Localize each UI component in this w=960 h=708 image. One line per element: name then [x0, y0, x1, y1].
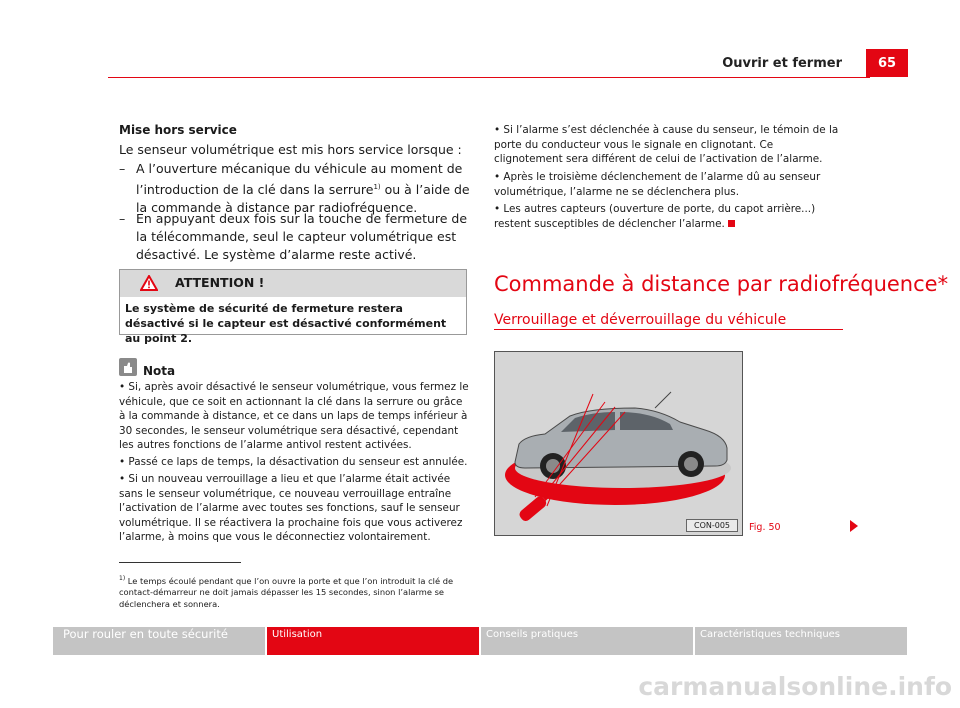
figure-car-remote [494, 351, 743, 536]
section-title: Mise hors service [119, 123, 237, 137]
footnote: $^{1)}$ Le temps écoulé pendant que l’on ouvre la porte et que l’on introduit la clé de contact-démarreur ne doit jamais dépasser les 15 secondes, sinon l’alarme se déclenchera et sonnera. [119, 575, 454, 609]
subsection-heading: Verrouillage et déverrouillage du véhicule [494, 312, 787, 328]
right-paragraph-2: • Après le troisième déclenchement de l’alarme dû au senseur volumétrique, l’alarme ne se déclenchera plus. [494, 171, 821, 198]
right-paragraph-1: • Si l’alarme s’est déclenchée à cause du senseur, le témoin de la porte du conducteur vous le signale en clignotant. Ce clignotement sera différent de celui de l’activation de l’alarme. [494, 124, 839, 166]
dash-item-text: En appuyant deux fois sur la touche de fermeture de la télécommande, seul le capteur volumétrique est désactivé. Le système d’alarme reste activé. [136, 211, 468, 262]
right-paragraph-3: • Les autres capteurs (ouverture de porte, du capot arrière...) restent susceptibles de déclencher l’alarme. [494, 203, 816, 230]
end-square-icon [728, 220, 735, 227]
footer-tab-usage[interactable]: Utilisation [267, 627, 479, 655]
footer-tab-safety[interactable]: Pour rouler en toute sécurité [53, 627, 265, 655]
watermark: carmanualsonline.info [638, 672, 952, 701]
footer-tab-specs[interactable]: Caractéristiques techniques [695, 627, 907, 655]
dash-item-1 [119, 160, 479, 217]
footnote-rule [119, 562, 241, 563]
figure-code: CON-005 [686, 519, 738, 532]
next-page-arrow-icon[interactable] [850, 520, 858, 532]
section-heading: Commande à distance par radiofréquence* [494, 272, 949, 296]
dash-mark: – [119, 161, 126, 176]
warning-triangle-icon [140, 275, 158, 291]
note-paragraph-2: • Passé ce laps de temps, la désactivation du senseur est annulée. [119, 456, 468, 468]
intro-text: Le senseur volumétrique est mis hors service lorsque : [119, 142, 462, 157]
note-paragraph-3: • Si un nouveau verrouillage a lieu et que l’alarme était activée sans le senseur volumétrique, ce nouveau verrouillage entraîne l’activation de l’alarme avec toutes ses fonctions, sauf le senseur volumétrique. Il se réactivera la prochaine fois que vous activerez l’alarme, à moins que vous le déconnectiez volontairement. [119, 473, 463, 544]
header-title: Ouvrir et fermer [722, 56, 842, 71]
header-rule [108, 77, 870, 78]
note-icon [119, 358, 137, 376]
figure-label: Fig. 50 [749, 522, 781, 533]
note-paragraph-1: • Si, après avoir désactivé le senseur volumétrique, vous fermez le véhicule, que ce soit en actionnant la clé dans la serrure ou grâce à la commande à distance, et ce dans un laps de temps inférieur à 30 secondes, le senseur volumétrique sera désactivé, cependant les autres fonctions de l’alarme antivol restent activées. [119, 381, 469, 452]
warning-box [119, 269, 467, 345]
note-title: Nota [143, 364, 176, 378]
dash-item-2 [119, 210, 479, 264]
warning-text: Le système de sécurité de fermeture restera désactivé si le capteur est désactivé conformément au point 2. [125, 302, 447, 345]
car-illustration [495, 352, 742, 535]
subsection-rule [494, 329, 843, 330]
warning-header [120, 270, 466, 297]
dash-mark: – [119, 211, 126, 226]
dash-item-text: A l’ouverture mécanique du véhicule au moment de l’introduction de la clé dans la serrure$^{1)}$ ou à l’aide de la commande à distance par radiofréquence. [136, 161, 470, 216]
warning-title: ATTENTION ! [175, 275, 265, 290]
footer-tab-tips[interactable]: Conseils pratiques [481, 627, 693, 655]
page-number: 65 [866, 49, 908, 77]
